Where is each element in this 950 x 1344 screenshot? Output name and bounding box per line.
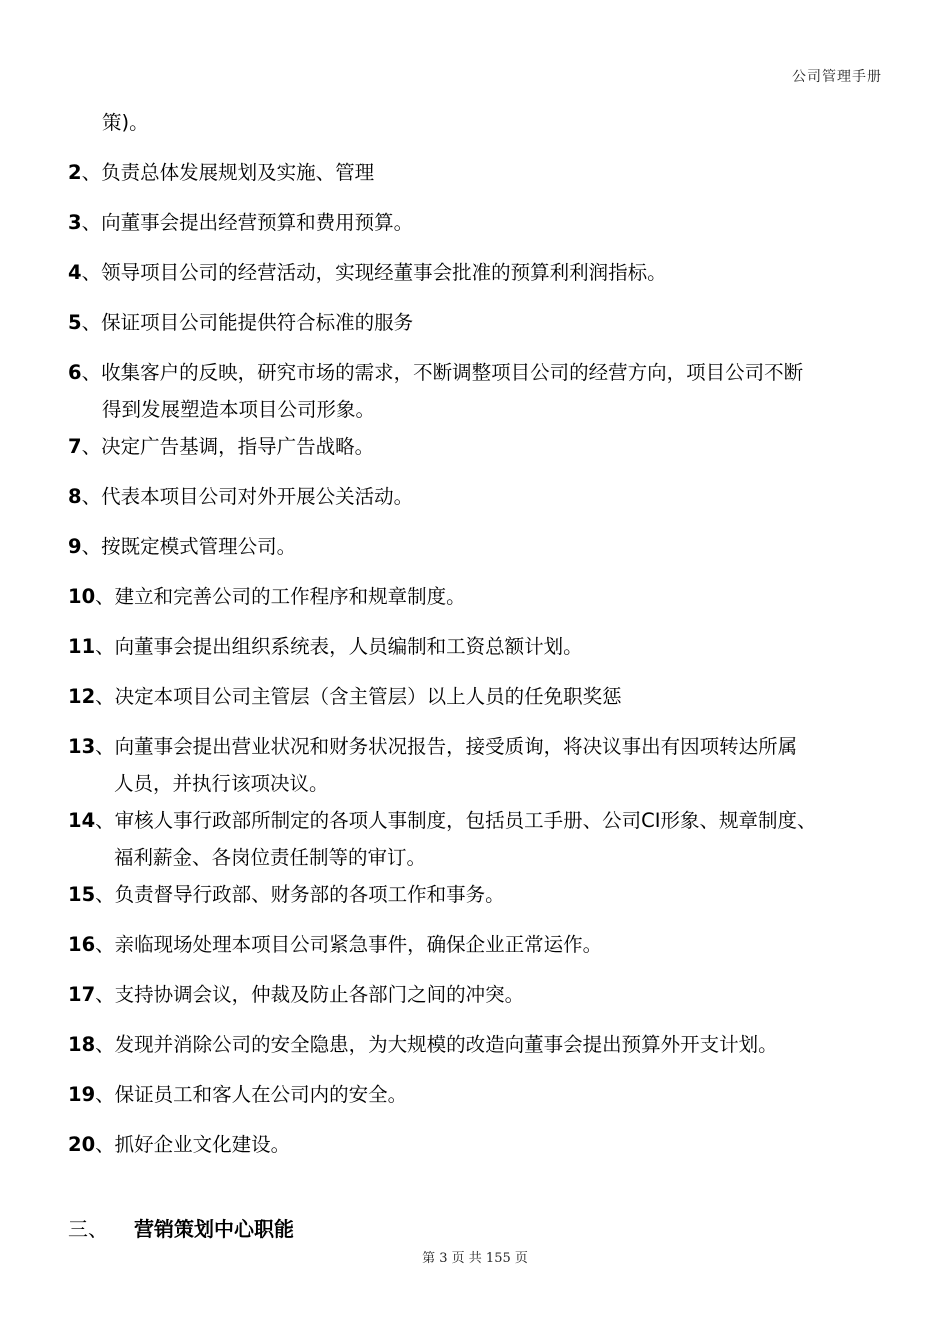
page-footer: 第 3 页 共 155 页 <box>422 1251 528 1266</box>
list-item <box>68 304 898 341</box>
list-item <box>68 876 898 913</box>
list-item <box>68 1126 898 1163</box>
item-text-continued: 人员，并执行该项决议。 <box>114 772 329 795</box>
list-item <box>68 578 898 615</box>
item-number: 15 <box>68 883 96 906</box>
list-item <box>68 628 898 665</box>
item-text: 、负责总体发展规划及实施、管理 <box>81 161 375 184</box>
item-number: 14 <box>68 809 96 832</box>
section-title: 营销策划中心职能 <box>134 1217 294 1241</box>
list-item <box>68 154 898 191</box>
item-number: 8 <box>68 485 82 508</box>
list-item <box>68 204 898 241</box>
list-item <box>68 976 898 1013</box>
item-number: 9 <box>68 535 82 558</box>
list-item <box>68 728 898 802</box>
list-item <box>68 802 898 876</box>
item-text: 、收集客户的反映，研究市场的需求，不断调整项目公司的经营方向，项目公司不断 <box>81 361 804 384</box>
item-text: 、保证项目公司能提供符合标准的服务 <box>81 311 414 334</box>
item-text: 、支持协调会议，仲裁及防止各部门之间的冲突。 <box>95 983 525 1006</box>
item-number: 17 <box>68 983 96 1006</box>
item-text: 、领导项目公司的经营活动，实现经董事会批准的预算利利润指标。 <box>81 261 667 284</box>
item-number: 5 <box>68 311 82 334</box>
item-number: 2 <box>68 161 82 184</box>
list-item <box>68 254 898 291</box>
item-text: 、审核人事行政部所制定的各项人事制度，包括员工手册、公司CI形象、规章制度、 <box>95 809 817 832</box>
item-text: 、抓好企业文化建设。 <box>95 1133 291 1156</box>
item-text-continued: 福利薪金、各岗位责任制等的审订。 <box>114 846 427 869</box>
item-number: 7 <box>68 435 82 458</box>
item-text: 、向董事会提出营业状况和财务状况报告，接受质询，将决议事出有因项转达所属 <box>95 735 798 758</box>
item-text: 、建立和完善公司的工作程序和规章制度。 <box>95 585 466 608</box>
list-item <box>68 428 898 465</box>
continuation-text: 策)。 <box>102 111 149 134</box>
item-text: 、按既定模式管理公司。 <box>81 535 297 558</box>
list-item <box>68 528 898 565</box>
item-text: 、向董事会提出组织系统表，人员编制和工资总额计划。 <box>95 635 583 658</box>
list-item <box>68 678 898 715</box>
item-number: 19 <box>68 1083 96 1106</box>
section-number: 三、 <box>68 1217 108 1241</box>
item-text: 、发现并消除公司的安全隐患，为大规模的改造向董事会提出预算外开支计划。 <box>95 1033 778 1056</box>
item-text: 、保证员工和客人在公司内的安全。 <box>95 1083 408 1106</box>
list-item <box>68 1076 898 1113</box>
item-text: 、决定广告基调，指导广告战略。 <box>81 435 375 458</box>
item-text: 、亲临现场处理本项目公司紧急事件，确保企业正常运作。 <box>95 933 603 956</box>
item-number: 13 <box>68 735 96 758</box>
item-number: 12 <box>68 685 96 708</box>
item-number: 16 <box>68 933 96 956</box>
item-number: 4 <box>68 261 82 284</box>
item-text: 、决定本项目公司主管层（含主管层）以上人员的任免职奖惩 <box>95 685 622 708</box>
item-text: 、向董事会提出经营预算和费用预算。 <box>81 211 414 234</box>
item-text: 、代表本项目公司对外开展公关活动。 <box>81 485 414 508</box>
list-item <box>68 478 898 515</box>
item-number: 20 <box>68 1133 96 1156</box>
item-number: 18 <box>68 1033 96 1056</box>
item-number: 11 <box>68 635 96 658</box>
section-heading <box>68 1211 294 1248</box>
item-text: 、负责督导行政部、财务部的各项工作和事务。 <box>95 883 505 906</box>
list-item <box>68 354 898 428</box>
running-header: 公司管理手册 <box>792 69 882 85</box>
list-item <box>68 926 898 963</box>
item-number: 10 <box>68 585 96 608</box>
list-item <box>68 1026 898 1063</box>
item-number: 6 <box>68 361 82 384</box>
item-number: 3 <box>68 211 82 234</box>
item-text-continued: 得到发展塑造本项目公司形象。 <box>102 398 376 421</box>
